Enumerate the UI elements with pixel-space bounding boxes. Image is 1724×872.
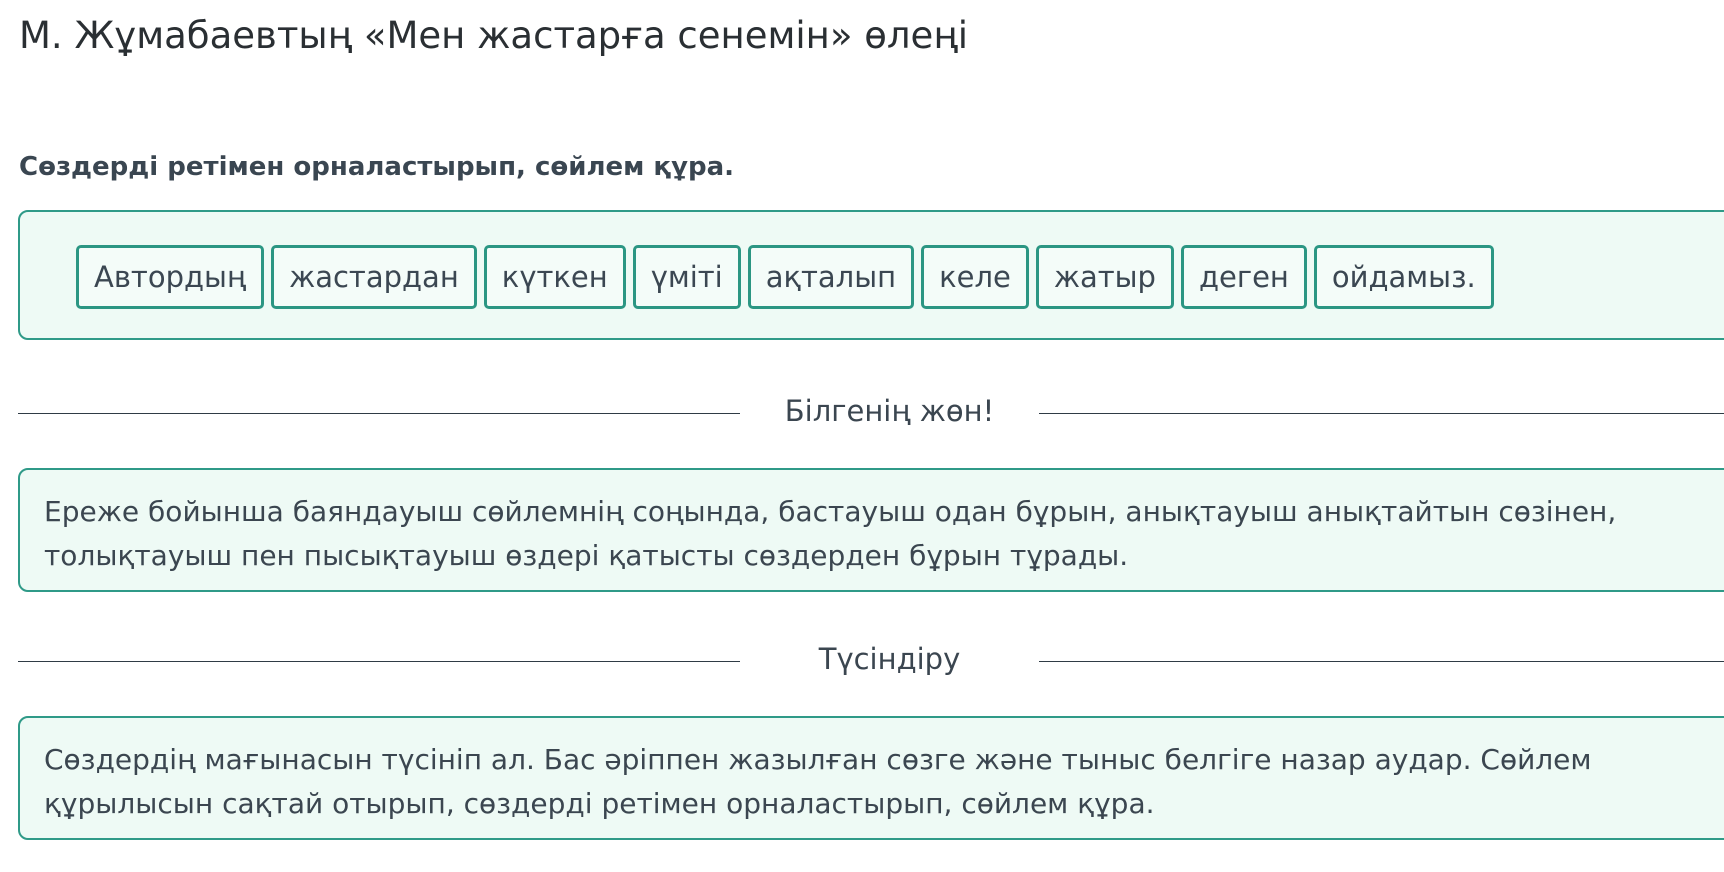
task-instruction: Сөздерді ретімен орналастырып, сөйлем құра. <box>19 152 735 182</box>
word-tile[interactable]: келе <box>921 245 1029 309</box>
divider-line <box>18 413 740 414</box>
section-heading-explanation: Түсіндіру <box>818 642 961 676</box>
tip-text-line: толықтауыш пен пысықтауыш өздері қатысты сөздерден бұрын тұрады. <box>44 539 1129 572</box>
word-tile-row <box>76 245 1494 309</box>
section-divider-explanation <box>18 642 1724 682</box>
section-divider-tip <box>18 394 1724 434</box>
divider-line <box>18 661 740 662</box>
word-arrangement-area[interactable] <box>18 210 1724 340</box>
word-tile[interactable]: күткен <box>484 245 626 309</box>
word-tile[interactable]: Автордың <box>76 245 264 309</box>
page-title: М. Жұмабаевтың «Мен жастарға сенемін» өлеңі <box>19 14 969 57</box>
explanation-text-line: Сөздердің мағынасын түсініп ал. Бас әріппен жазылған сөзге және тыныс белгіге назар аудар. Сөйлем <box>44 743 1592 776</box>
word-tile[interactable]: ойдамыз. <box>1314 245 1494 309</box>
word-tile[interactable]: жатыр <box>1036 245 1174 309</box>
tip-box <box>18 468 1724 592</box>
explanation-box <box>18 716 1724 840</box>
word-tile[interactable]: үміті <box>633 245 741 309</box>
word-tile[interactable]: ақталып <box>748 245 914 309</box>
explanation-text-line: құрылысын сақтай отырып, сөздерді ретімен орналастырып, сөйлем құра. <box>44 787 1155 820</box>
tip-text-line: Ереже бойынша баяндауыш сөйлемнің соңында, бастауыш одан бұрын, анықтауыш анықтайтын сөзінен, <box>44 495 1617 528</box>
divider-line <box>1039 413 1724 414</box>
word-tile[interactable]: деген <box>1181 245 1307 309</box>
divider-line <box>1039 661 1724 662</box>
word-tile[interactable]: жастардан <box>271 245 477 309</box>
section-heading-tip: Білгенің жөн! <box>784 394 995 428</box>
